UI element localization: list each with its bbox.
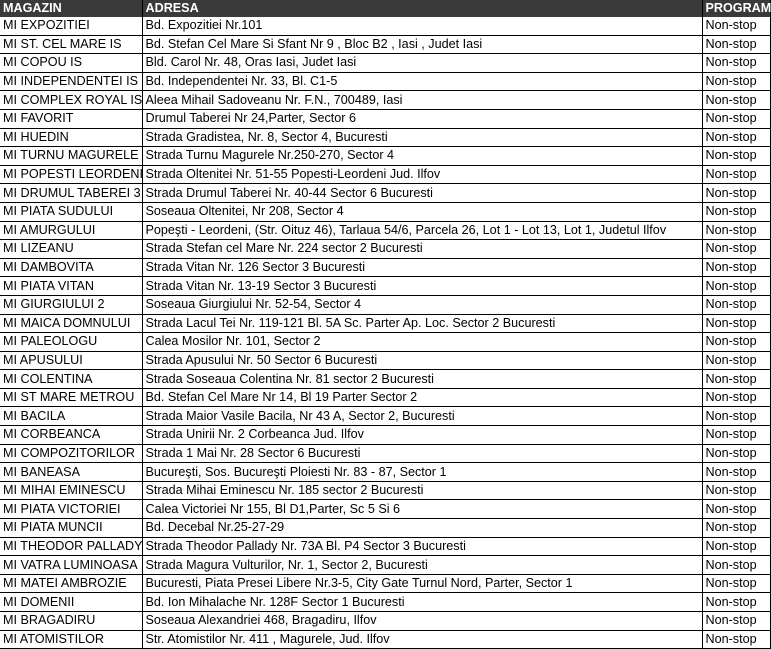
store-name-cell: MI VATRA LUMINOASA bbox=[0, 556, 142, 575]
column-header-program: PROGRAM bbox=[702, 0, 770, 17]
program-cell: Non-stop bbox=[702, 91, 770, 110]
address-cell: Strada Unirii Nr. 2 Corbeanca Jud. Ilfov bbox=[142, 426, 702, 445]
store-name-cell: MI MATEI AMBROZIE bbox=[0, 574, 142, 593]
program-cell: Non-stop bbox=[702, 221, 770, 240]
table-row bbox=[0, 147, 770, 166]
store-name-cell: MI COLENTINA bbox=[0, 370, 142, 389]
store-name-cell: MI ATOMISTILOR bbox=[0, 630, 142, 649]
store-name-cell: MI ST. CEL MARE IS bbox=[0, 35, 142, 54]
table-row bbox=[0, 333, 770, 352]
address-cell: Strada Apusului Nr. 50 Sector 6 Bucuresti bbox=[142, 351, 702, 370]
table-row bbox=[0, 109, 770, 128]
program-cell: Non-stop bbox=[702, 35, 770, 54]
store-name-cell: MI COMPOZITORILOR bbox=[0, 444, 142, 463]
store-name-cell: MI THEODOR PALLADY bbox=[0, 537, 142, 556]
program-cell: Non-stop bbox=[702, 351, 770, 370]
store-name-cell: MI POPESTI LEORDENI bbox=[0, 165, 142, 184]
program-cell: Non-stop bbox=[702, 17, 770, 35]
program-cell: Non-stop bbox=[702, 444, 770, 463]
address-cell: Calea Mosilor Nr. 101, Sector 2 bbox=[142, 333, 702, 352]
table-row bbox=[0, 258, 770, 277]
program-cell: Non-stop bbox=[702, 630, 770, 649]
program-cell: Non-stop bbox=[702, 388, 770, 407]
store-name-cell: MI PIATA VICTORIEI bbox=[0, 500, 142, 519]
program-cell: Non-stop bbox=[702, 147, 770, 166]
program-cell: Non-stop bbox=[702, 463, 770, 482]
table-row bbox=[0, 574, 770, 593]
address-cell: Strada Magura Vulturilor, Nr. 1, Sector 2, Bucuresti bbox=[142, 556, 702, 575]
program-cell: Non-stop bbox=[702, 184, 770, 203]
program-cell: Non-stop bbox=[702, 165, 770, 184]
program-cell: Non-stop bbox=[702, 54, 770, 73]
program-cell: Non-stop bbox=[702, 240, 770, 259]
table-row bbox=[0, 277, 770, 296]
store-name-cell: MI FAVORIT bbox=[0, 109, 142, 128]
table-row bbox=[0, 165, 770, 184]
program-cell: Non-stop bbox=[702, 481, 770, 500]
header-row bbox=[0, 0, 770, 17]
table-row bbox=[0, 444, 770, 463]
program-cell: Non-stop bbox=[702, 258, 770, 277]
program-cell: Non-stop bbox=[702, 314, 770, 333]
table-row bbox=[0, 481, 770, 500]
store-name-cell: MI PIATA MUNCII bbox=[0, 519, 142, 538]
column-header-magazin: MAGAZIN bbox=[0, 0, 142, 17]
store-name-cell: MI PIATA SUDULUI bbox=[0, 202, 142, 221]
store-name-cell: MI COMPLEX ROYAL IS bbox=[0, 91, 142, 110]
address-cell: Bd. Independentei Nr. 33, Bl. C1-5 bbox=[142, 72, 702, 91]
store-name-cell: MI MAICA DOMNULUI bbox=[0, 314, 142, 333]
address-cell: Bd. Expozitiei Nr.101 bbox=[142, 17, 702, 35]
address-cell: Popeşti - Leordeni, (Str. Oituz 46), Tarlaua 54/6, Parcela 26, Lot 1 - Lot 13, Lot 1, Judetul Ilfov bbox=[142, 221, 702, 240]
table-row bbox=[0, 202, 770, 221]
address-cell: Strada Soseaua Colentina Nr. 81 sector 2 Bucuresti bbox=[142, 370, 702, 389]
address-cell: Bd. Decebal Nr.25-27-29 bbox=[142, 519, 702, 538]
table-row bbox=[0, 463, 770, 482]
table-row bbox=[0, 407, 770, 426]
program-cell: Non-stop bbox=[702, 295, 770, 314]
table-row bbox=[0, 370, 770, 389]
table-row bbox=[0, 54, 770, 73]
table-row bbox=[0, 351, 770, 370]
table-row bbox=[0, 184, 770, 203]
address-cell: Soseaua Giurgiului Nr. 52-54, Sector 4 bbox=[142, 295, 702, 314]
program-cell: Non-stop bbox=[702, 407, 770, 426]
store-name-cell: MI TURNU MAGURELE bbox=[0, 147, 142, 166]
table-body bbox=[0, 17, 770, 649]
table-row bbox=[0, 426, 770, 445]
address-cell: Strada Maior Vasile Bacila, Nr 43 A, Sector 2, Bucuresti bbox=[142, 407, 702, 426]
address-cell: Bd. Ion Mihalache Nr. 128F Sector 1 Bucuresti bbox=[142, 593, 702, 612]
program-cell: Non-stop bbox=[702, 333, 770, 352]
program-cell: Non-stop bbox=[702, 556, 770, 575]
address-cell: Strada Turnu Magurele Nr.250-270, Sector 4 bbox=[142, 147, 702, 166]
address-cell: Drumul Taberei Nr 24,Parter, Sector 6 bbox=[142, 109, 702, 128]
store-name-cell: MI LIZEANU bbox=[0, 240, 142, 259]
table-row bbox=[0, 537, 770, 556]
program-cell: Non-stop bbox=[702, 202, 770, 221]
table-row bbox=[0, 593, 770, 612]
program-cell: Non-stop bbox=[702, 500, 770, 519]
table-row bbox=[0, 221, 770, 240]
table-row bbox=[0, 295, 770, 314]
address-cell: Strada Drumul Taberei Nr. 40-44 Sector 6 Bucuresti bbox=[142, 184, 702, 203]
store-name-cell: MI BACILA bbox=[0, 407, 142, 426]
store-name-cell: MI GIURGIULUI 2 bbox=[0, 295, 142, 314]
table-row bbox=[0, 556, 770, 575]
table-row bbox=[0, 500, 770, 519]
store-name-cell: MI PALEOLOGU bbox=[0, 333, 142, 352]
table-row bbox=[0, 388, 770, 407]
program-cell: Non-stop bbox=[702, 277, 770, 296]
address-cell: Soseaua Alexandriei 468, Bragadiru, Ilfov bbox=[142, 612, 702, 631]
address-cell: Soseaua Oltenitei, Nr 208, Sector 4 bbox=[142, 202, 702, 221]
address-cell: Strada Stefan cel Mare Nr. 224 sector 2 Bucuresti bbox=[142, 240, 702, 259]
address-cell: Strada 1 Mai Nr. 28 Sector 6 Bucuresti bbox=[142, 444, 702, 463]
address-cell: Strada Oltenitei Nr. 51-55 Popesti-Leordeni Jud. Ilfov bbox=[142, 165, 702, 184]
table-row bbox=[0, 17, 770, 35]
table-row bbox=[0, 72, 770, 91]
table-row bbox=[0, 240, 770, 259]
program-cell: Non-stop bbox=[702, 72, 770, 91]
column-header-adresa: ADRESA bbox=[142, 0, 702, 17]
store-name-cell: MI CORBEANCA bbox=[0, 426, 142, 445]
store-name-cell: MI APUSULUI bbox=[0, 351, 142, 370]
table-row bbox=[0, 128, 770, 147]
table-row bbox=[0, 612, 770, 631]
address-cell: Calea Victoriei Nr 155, Bl D1,Parter, Sc 5 Si 6 bbox=[142, 500, 702, 519]
program-cell: Non-stop bbox=[702, 537, 770, 556]
program-cell: Non-stop bbox=[702, 128, 770, 147]
store-name-cell: MI HUEDIN bbox=[0, 128, 142, 147]
store-name-cell: MI ST MARE METROU bbox=[0, 388, 142, 407]
address-cell: Strada Mihai Eminescu Nr. 185 sector 2 Bucuresti bbox=[142, 481, 702, 500]
program-cell: Non-stop bbox=[702, 109, 770, 128]
address-cell: Bld. Carol Nr. 48, Oras Iasi, Judet Iasi bbox=[142, 54, 702, 73]
program-cell: Non-stop bbox=[702, 574, 770, 593]
store-name-cell: MI BANEASA bbox=[0, 463, 142, 482]
store-name-cell: MI EXPOZITIEI bbox=[0, 17, 142, 35]
program-cell: Non-stop bbox=[702, 426, 770, 445]
table-row bbox=[0, 519, 770, 538]
address-cell: Strada Vitan Nr. 13-19 Sector 3 Bucuresti bbox=[142, 277, 702, 296]
address-cell: Bd. Stefan Cel Mare Nr 14, Bl 19 Parter Sector 2 bbox=[142, 388, 702, 407]
store-name-cell: MI DRUMUL TABEREI 3 bbox=[0, 184, 142, 203]
table-row bbox=[0, 630, 770, 649]
store-name-cell: MI DOMENII bbox=[0, 593, 142, 612]
address-cell: Str. Atomistilor Nr. 411 , Magurele, Jud. Ilfov bbox=[142, 630, 702, 649]
store-name-cell: MI BRAGADIRU bbox=[0, 612, 142, 631]
address-cell: Strada Lacul Tei Nr. 119-121 Bl. 5A Sc. Parter Ap. Loc. Sector 2 Bucuresti bbox=[142, 314, 702, 333]
program-cell: Non-stop bbox=[702, 519, 770, 538]
address-cell: Strada Vitan Nr. 126 Sector 3 Bucuresti bbox=[142, 258, 702, 277]
store-name-cell: MI AMURGULUI bbox=[0, 221, 142, 240]
address-cell: Aleea Mihail Sadoveanu Nr. F.N., 700489, Iasi bbox=[142, 91, 702, 110]
address-cell: Bd. Stefan Cel Mare Si Sfant Nr 9 , Bloc B2 , Iasi , Judet Iasi bbox=[142, 35, 702, 54]
store-name-cell: MI PIATA VITAN bbox=[0, 277, 142, 296]
table-row bbox=[0, 91, 770, 110]
table-row bbox=[0, 314, 770, 333]
address-cell: Bucureşti, Sos. Bucureşti Ploiesti Nr. 83 - 87, Sector 1 bbox=[142, 463, 702, 482]
program-cell: Non-stop bbox=[702, 370, 770, 389]
table-header bbox=[0, 0, 770, 17]
address-cell: Bucuresti, Piata Presei Libere Nr.3-5, City Gate Turnul Nord, Parter, Sector 1 bbox=[142, 574, 702, 593]
program-cell: Non-stop bbox=[702, 593, 770, 612]
table-row bbox=[0, 35, 770, 54]
store-name-cell: MI COPOU IS bbox=[0, 54, 142, 73]
store-name-cell: MI DAMBOVITA bbox=[0, 258, 142, 277]
program-cell: Non-stop bbox=[702, 612, 770, 631]
store-name-cell: MI INDEPENDENTEI IS bbox=[0, 72, 142, 91]
store-name-cell: MI MIHAI EMINESCU bbox=[0, 481, 142, 500]
address-cell: Strada Theodor Pallady Nr. 73A Bl. P4 Sector 3 Bucuresti bbox=[142, 537, 702, 556]
address-cell: Strada Gradistea, Nr. 8, Sector 4, Bucuresti bbox=[142, 128, 702, 147]
